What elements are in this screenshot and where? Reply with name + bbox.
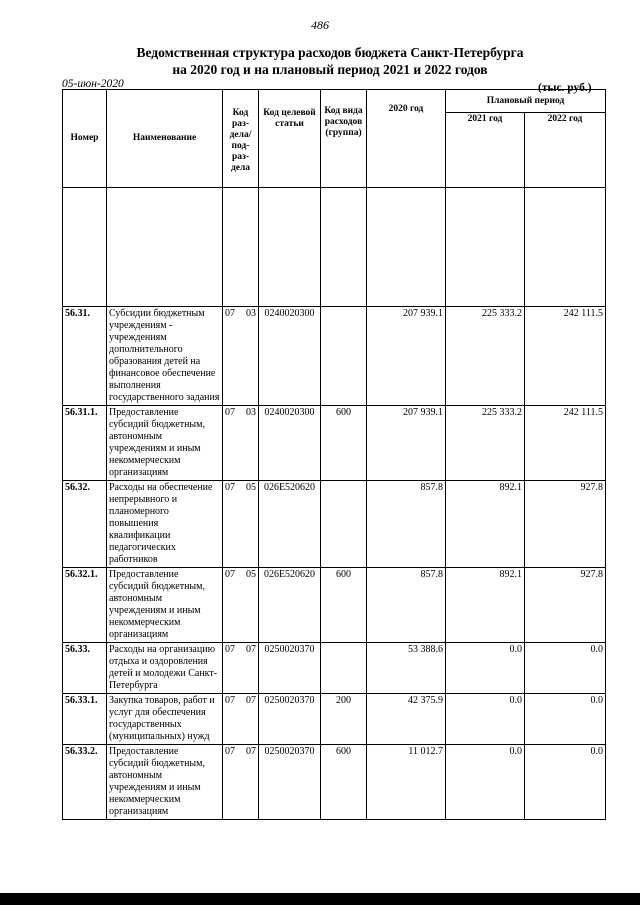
row-name: Расходы на организацию отдыха и оздоровления детей и молодежи Санкт-Петербурга [107, 643, 223, 694]
row-target-code: 026Е520620 [259, 481, 321, 568]
row-target-code: 0240020300 [259, 307, 321, 406]
row-expense-type: 600 [321, 568, 367, 643]
row-value-2022: 0.0 [525, 694, 606, 745]
row-value-2020: 11 012.7 [367, 745, 446, 820]
blank-row [63, 188, 606, 307]
header-year-2020: 2020 год [367, 90, 446, 188]
document-date: 05-июн-2020 [62, 78, 124, 90]
row-value-2022: 0.0 [525, 745, 606, 820]
row-value-2021: 892.1 [446, 481, 525, 568]
title-line-1: Ведомственная структура расходов бюджета Санкт-Петербурга [136, 45, 524, 60]
document-title [60, 44, 600, 78]
row-value-2022: 927.8 [525, 568, 606, 643]
row-razdel: 07 [225, 308, 235, 319]
row-name: Предоставление субсидий бюджетным, автономным учреждениям и иным некоммерческим организациям [107, 406, 223, 481]
row-podrazdel: 07 [246, 746, 256, 757]
row-target-code: 0250020370 [259, 745, 321, 820]
row-section-code [223, 307, 259, 406]
row-target-code: 0240020300 [259, 406, 321, 481]
row-section-code [223, 745, 259, 820]
row-razdel: 07 [225, 644, 235, 655]
row-name: Расходы на обеспечение непрерывного и планомерного повышения квалификации педагогических работников [107, 481, 223, 568]
row-expense-type: 200 [321, 694, 367, 745]
header-section-code: Код раз-дела/ под-раз-дела [223, 90, 259, 188]
row-name: Закупка товаров, работ и услуг для обеспечения государственных (муниципальных) нужд [107, 694, 223, 745]
table-row [63, 694, 606, 745]
header-expense-type: Код вида расходов (группа) [321, 90, 367, 188]
row-section-code [223, 694, 259, 745]
row-number: 56.33.1. [63, 694, 107, 745]
row-number: 56.31. [63, 307, 107, 406]
row-value-2021: 0.0 [446, 745, 525, 820]
header-year-2022: 2022 год [525, 113, 606, 188]
row-value-2020: 42 375.9 [367, 694, 446, 745]
table-row [63, 643, 606, 694]
budget-table [62, 89, 606, 820]
row-value-2020: 857.8 [367, 481, 446, 568]
row-podrazdel: 03 [246, 407, 256, 418]
row-razdel: 07 [225, 746, 235, 757]
row-section-code [223, 643, 259, 694]
row-value-2022: 242 111.5 [525, 406, 606, 481]
row-value-2020: 53 388.6 [367, 643, 446, 694]
row-expense-type: 600 [321, 406, 367, 481]
row-expense-type: 600 [321, 745, 367, 820]
row-value-2022: 927.8 [525, 481, 606, 568]
row-number: 56.33. [63, 643, 107, 694]
table-row [63, 481, 606, 568]
row-podrazdel: 05 [246, 482, 256, 493]
row-value-2021: 0.0 [446, 643, 525, 694]
row-number: 56.33.2. [63, 745, 107, 820]
title-line-2: на 2020 год и на плановый период 2021 и 2022 годов [172, 62, 488, 77]
header-target-code: Код целевой статьи [259, 90, 321, 188]
row-expense-type [321, 643, 367, 694]
header-row [63, 90, 606, 113]
row-value-2021: 0.0 [446, 694, 525, 745]
row-number: 56.32. [63, 481, 107, 568]
row-target-code: 0250020370 [259, 694, 321, 745]
row-section-code [223, 481, 259, 568]
row-podrazdel: 03 [246, 308, 256, 319]
row-razdel: 07 [225, 569, 235, 580]
row-value-2022: 242 111.5 [525, 307, 606, 406]
row-value-2020: 207 939.1 [367, 307, 446, 406]
row-value-2020: 207 939.1 [367, 406, 446, 481]
row-name: Предоставление субсидий бюджетным, автономным учреждениям и иным некоммерческим организациям [107, 745, 223, 820]
row-value-2022: 0.0 [525, 643, 606, 694]
table-row [63, 307, 606, 406]
row-expense-type [321, 307, 367, 406]
row-target-code: 026Е520620 [259, 568, 321, 643]
row-name: Субсидии бюджетным учреждениям - учреждениям дополнительного образования детей на финансовое обеспечение выполнения государственного задания [107, 307, 223, 406]
scan-bottom-border [0, 893, 640, 905]
row-section-code [223, 568, 259, 643]
header-plan-period: Плановый период [446, 90, 606, 113]
row-target-code: 0250020370 [259, 643, 321, 694]
row-number: 56.32.1. [63, 568, 107, 643]
row-razdel: 07 [225, 695, 235, 706]
row-value-2021: 892.1 [446, 568, 525, 643]
row-value-2020: 857.8 [367, 568, 446, 643]
row-razdel: 07 [225, 482, 235, 493]
row-number: 56.31.1. [63, 406, 107, 481]
page-number: 486 [311, 18, 329, 32]
row-section-code [223, 406, 259, 481]
row-podrazdel: 05 [246, 569, 256, 580]
table-row [63, 406, 606, 481]
header-year-2021: 2021 год [446, 113, 525, 188]
row-expense-type [321, 481, 367, 568]
row-value-2021: 225 333.2 [446, 307, 525, 406]
header-name: Наименование [107, 90, 223, 188]
table-row [63, 745, 606, 820]
row-razdel: 07 [225, 407, 235, 418]
row-name: Предоставление субсидий бюджетным, автономным учреждениям и иным некоммерческим организациям [107, 568, 223, 643]
table-row [63, 568, 606, 643]
units-label: (тыс. руб.) [538, 82, 592, 94]
row-podrazdel: 07 [246, 644, 256, 655]
header-number: Номер [63, 90, 107, 188]
row-value-2021: 225 333.2 [446, 406, 525, 481]
row-podrazdel: 07 [246, 695, 256, 706]
